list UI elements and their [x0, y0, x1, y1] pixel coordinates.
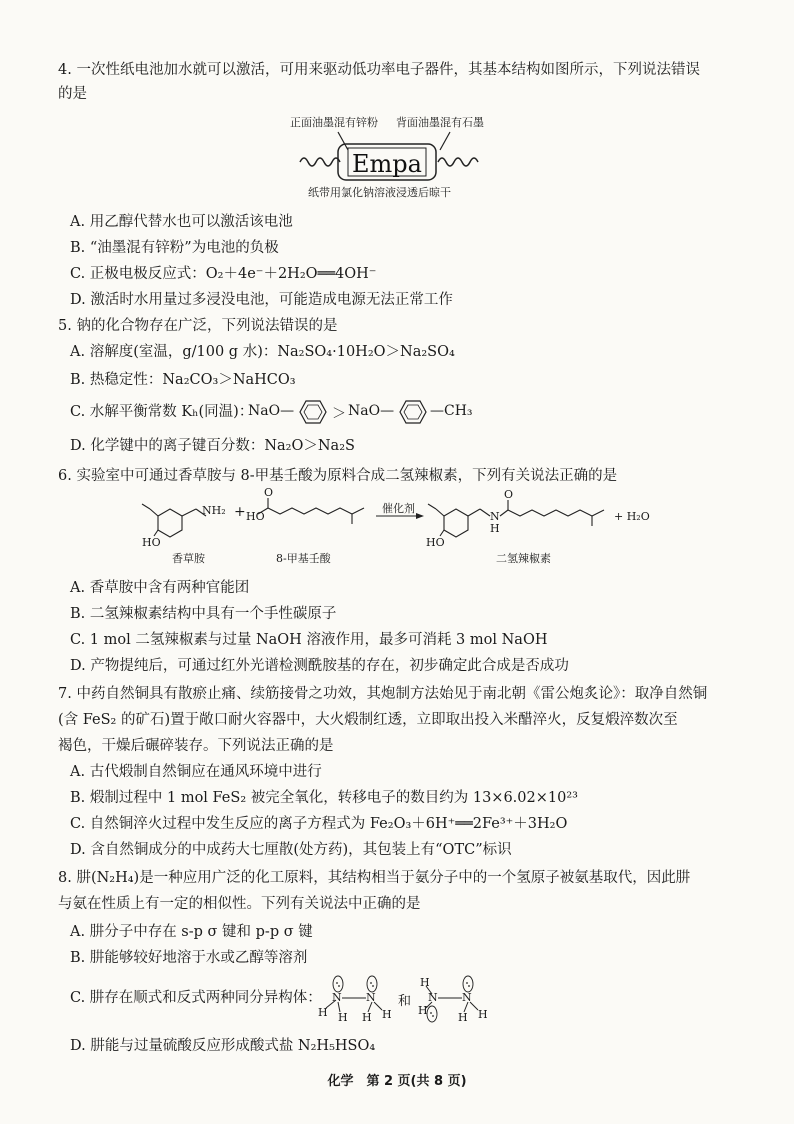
q5-option-b: B. 热稳定性：Na₂CO₃＞NaHCO₃: [70, 372, 296, 388]
q5-option-d: D. 化学键中的离子键百分数：Na₂O＞Na₂S: [70, 438, 355, 454]
amide-h-label: H: [490, 522, 500, 535]
q6-option-b: B. 二氢辣椒素结构中具有一个手性碳原子: [70, 606, 337, 622]
methyl-label: —CH₃: [430, 403, 473, 419]
benzene-ring-left: [292, 396, 332, 428]
acid-o-label: O: [264, 486, 274, 499]
left-n1: N: [332, 991, 342, 1004]
q4-option-b: B. “油墨混有锌粉”为电池的负极: [70, 240, 279, 256]
q4-option-d: D. 激活时水用量过多浸没电池，可能造成电源无法正常工作: [70, 292, 453, 308]
fig-caption: 纸带用氯化钠溶液浸透后晾干: [308, 186, 451, 199]
right-h4: H: [478, 1008, 488, 1021]
q4-option-a: A. 用乙醇代替水也可以激活该电池: [70, 214, 293, 230]
q6-option-d: D. 产物提纯后，可通过红外光谱检测酰胺基的存在，初步确定此合成是否成功: [70, 658, 569, 674]
fig-front-label: 正面油墨混有锌粉: [290, 116, 378, 129]
q7-stem-line1: 7. 中药自然铜具有散瘀止痛、续筋接骨之功效，其炮制方法始见于南北朝《雷公炮炙论》：取净自然铜: [58, 686, 708, 702]
q8-option-b: B. 肼能够较好地溶于水或乙醇等溶剂: [70, 950, 308, 966]
vanillylamine-label: 香草胺: [172, 552, 205, 565]
plus-water-label: + H₂O: [614, 510, 650, 523]
q5-option-c: C. 水解平衡常数 Kₕ(同温)：: [70, 404, 254, 420]
page-footer: 化学 第 2 页(共 8 页): [327, 1074, 467, 1089]
amide-o-label: O: [504, 488, 514, 501]
and-label: 和: [398, 994, 412, 1009]
naoph-left-label: NaO—: [248, 403, 295, 419]
q8-stem-line1: 8. 肼(N₂H₄)是一种应用广泛的化工原料，其结构相当于氨分子中的一个氢原子被氨基取代，因此肼: [58, 870, 691, 886]
q7-option-a: A. 古代煅制自然铜应在通风环境中进行: [70, 764, 322, 780]
right-h3: H: [458, 1011, 468, 1024]
left-h1: H: [318, 1006, 328, 1019]
ho-label-left: HO: [142, 536, 161, 549]
q8-stem-line2: 与氨在性质上有一定的相似性。下列有关说法中正确的是: [58, 896, 421, 912]
right-h2: H: [418, 1004, 428, 1017]
empa-logo: Empa: [352, 150, 422, 178]
q4-option-c: C. 正极电极反应式：O₂＋4e⁻＋2H₂O══4OH⁻: [70, 266, 377, 282]
fig-back-label: 背面油墨混有石墨: [396, 116, 484, 129]
right-n1: N: [428, 991, 438, 1004]
nh2-label: NH₂: [202, 504, 226, 517]
acid-ho-label: HO: [246, 510, 265, 523]
left-h3: H: [362, 1011, 372, 1024]
q4-stem-line1: 4. 一次性纸电池加水就可以激活，可用来驱动低功率电子器件，其基本结构如图所示，下列说法错误: [58, 62, 700, 78]
paper-battery-figure: [290, 110, 500, 200]
q5-option-c-structures: [248, 396, 498, 428]
right-h1: H: [420, 976, 430, 989]
greater-than-sign: ＞: [332, 406, 346, 422]
dihydrocapsaicin-label: 二氢辣椒素: [496, 552, 551, 565]
methylnonanoic-acid-label: 8-甲基壬酸: [276, 552, 331, 565]
left-h2: H: [338, 1011, 348, 1024]
benzene-ring-right: [392, 396, 432, 428]
q6-stem: 6. 实验室中可通过香草胺与 8-甲基壬酸为原料合成二氢辣椒素，下列有关说法正确的是: [58, 468, 618, 484]
q8-option-c: C. 肼存在顺式和反式两种同分异构体：: [70, 990, 322, 1006]
catalyst-label: 催化剂: [382, 502, 415, 515]
left-h4: H: [382, 1008, 392, 1021]
amide-n-label: N: [490, 510, 500, 523]
naoph-right-label: NaO—: [348, 403, 395, 419]
q6-option-c: C. 1 mol 二氢辣椒素与过量 NaOH 溶液作用，最多可消耗 3 mol NaOH: [70, 632, 548, 648]
q7-option-d: D. 含自然铜成分的中成药大七厘散(处方药)，其包装上有“OTC”标识: [70, 842, 512, 858]
q7-stem-line3: 褐色，干燥后碾碎装存。下列说法正确的是: [58, 738, 334, 754]
q8-option-a: A. 肼分子中存在 s-p σ 键和 p-p σ 键: [70, 924, 313, 940]
plus-sign: +: [234, 504, 246, 520]
q4-stem-line2: 的是: [58, 86, 87, 102]
right-n2: N: [462, 991, 472, 1004]
q5-option-a: A. 溶解度(室温，g/100 g 水)：Na₂SO₄·10H₂O＞Na₂SO₄: [70, 344, 455, 360]
q7-stem-line2: (含 FeS₂ 的矿石)置于敞口耐火容器中，大火煅制红透，立即取出投入米醋淬火，反复煅淬数次至: [58, 712, 678, 728]
battery-drawing: [290, 130, 500, 190]
q7-option-c: C. 自然铜淬火过程中发生反应的离子方程式为 Fe₂O₃＋6H⁺══2Fe³⁺＋3H₂O: [70, 816, 568, 832]
q8-option-d: D. 肼能与过量硫酸反应形成酸式盐 N₂H₅HSO₄: [70, 1038, 376, 1054]
q7-option-b: B. 煅制过程中 1 mol FeS₂ 被完全氧化，转移电子的数目约为 13×6.02×10²³: [70, 790, 578, 806]
q5-stem: 5. 钠的化合物存在广泛，下列说法错误的是: [58, 318, 338, 334]
left-n2: N: [366, 991, 376, 1004]
ho-label-right: HO: [426, 536, 445, 549]
q6-option-a: A. 香草胺中含有两种官能团: [70, 580, 250, 596]
hydrazine-isomers-figure: [318, 974, 508, 1024]
q6-reaction-scheme: [140, 486, 680, 570]
